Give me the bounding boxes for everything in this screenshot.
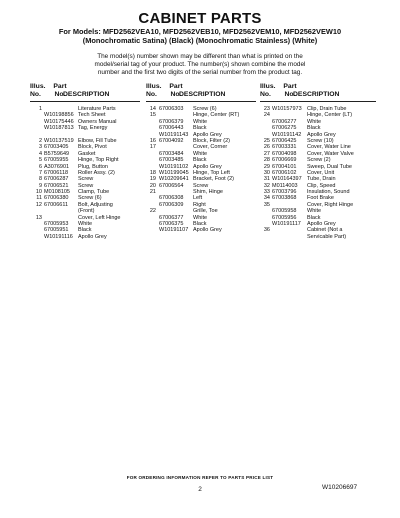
- part-number: 67006308: [159, 195, 184, 202]
- part-description: Black: [193, 125, 207, 132]
- part-description: White: [78, 221, 93, 228]
- part-number: A3076901: [44, 163, 70, 170]
- part-number: 67004098: [272, 150, 297, 157]
- part-description: Owners Manual: [78, 118, 117, 125]
- illus-number: 1: [38, 106, 42, 112]
- part-number: 67005951: [44, 227, 69, 234]
- part-number: W10137519: [44, 137, 74, 144]
- part-number: 67006118: [44, 169, 69, 176]
- page-number: 2: [198, 486, 202, 493]
- part-description: White: [307, 118, 322, 125]
- part-number: W10191142: [272, 131, 302, 138]
- part-number: 67006379: [159, 118, 184, 125]
- parts-column-2: [146, 83, 256, 234]
- part-description: Apollo Grey: [78, 233, 107, 240]
- part-description: Literature Parts: [78, 106, 116, 112]
- part-description: Block, Filter (2): [193, 137, 230, 144]
- header-description: DESCRIPTION: [179, 91, 226, 98]
- illus-number: 12: [35, 201, 42, 208]
- part-description: Hinge, Top Left: [193, 169, 230, 176]
- illus-number: 19: [149, 176, 156, 183]
- part-description: Screw: [78, 182, 94, 189]
- part-description: Screw: [78, 176, 94, 183]
- parts-rows: [30, 106, 140, 240]
- part-number: W10191143: [159, 131, 189, 138]
- part-number: W10187813: [44, 125, 74, 132]
- illus-number: 22: [149, 208, 156, 215]
- part-description: Right: [193, 201, 206, 208]
- illus-number: 27: [263, 150, 270, 157]
- illus-number: 24: [263, 112, 270, 119]
- illus-number: 33: [263, 189, 270, 196]
- parts-rows: [146, 106, 256, 234]
- part-description: Cabinet (Not a: [307, 227, 343, 234]
- part-description: Clamp, Tube: [78, 189, 110, 196]
- illus-number: 6: [38, 163, 42, 170]
- part-number: W10164397: [272, 176, 302, 183]
- illus-number: 35: [263, 201, 270, 208]
- header-description: DESCRIPTION: [63, 91, 110, 98]
- illus-number: 16: [149, 137, 156, 144]
- part-number: 67006425: [272, 137, 297, 144]
- parts-column-1: [30, 83, 140, 240]
- note-line-2: model/serial tag of your product. The number(s) shown combine the model: [94, 61, 306, 68]
- part-description: Screw (6): [193, 106, 217, 112]
- illus-number: 30: [263, 169, 270, 176]
- part-description: Bolt, Adjusting: [78, 201, 113, 208]
- part-number: 67003868: [272, 195, 297, 202]
- part-description: Screw (2): [307, 157, 331, 164]
- part-number: 67006521: [44, 182, 69, 189]
- part-number: W10191117: [272, 221, 301, 228]
- part-description: Tech Sheet: [78, 112, 106, 119]
- header-part: Part: [53, 83, 67, 90]
- part-description: Cover, Corner: [193, 144, 228, 151]
- parts-table: [30, 83, 374, 253]
- part-number: 67006309: [159, 201, 184, 208]
- header-part: Part: [283, 83, 297, 90]
- part-number: 67006564: [159, 182, 184, 189]
- part-number: 67005956: [272, 214, 297, 221]
- illus-number: 25: [263, 137, 270, 144]
- illus-number: 32: [263, 182, 270, 189]
- part-description: Apollo Grey: [193, 131, 222, 138]
- part-description: Screw (10): [307, 137, 334, 144]
- part-description: Tube, Drain: [307, 176, 336, 183]
- part-description: Foot Brake: [307, 195, 334, 202]
- part-description: Apollo Grey: [193, 227, 222, 234]
- illus-number: 31: [263, 176, 270, 183]
- part-number: M0114003: [272, 182, 298, 189]
- part-number: W10191102: [159, 163, 189, 170]
- part-description: Hinge, Top Right: [78, 157, 119, 164]
- part-number: 67004101: [272, 163, 297, 170]
- part-description: Black: [193, 157, 207, 164]
- part-description: Black: [193, 221, 207, 228]
- illus-number: 17: [149, 144, 156, 151]
- illus-number: 9: [38, 182, 42, 189]
- part-description: Clip, Drain Tube: [307, 106, 347, 112]
- illus-number: 4: [38, 150, 42, 157]
- illus-number: 20: [149, 182, 156, 189]
- part-description: Cover, Water Line: [307, 144, 351, 151]
- part-number: W10157973: [272, 106, 302, 112]
- part-number: W10191107: [159, 227, 189, 234]
- part-number: W10198856: [44, 112, 74, 119]
- part-description: White: [307, 208, 322, 215]
- part-description: Hinge, Center (RT): [193, 112, 240, 119]
- model-note: [80, 53, 320, 77]
- part-description: Screw: [193, 182, 209, 189]
- part-description: Cover, Left Hinge: [78, 214, 121, 221]
- models-heading: [0, 27, 400, 45]
- part-description: Apollo Grey: [193, 163, 222, 170]
- models-line-2: (Monochromatic Satina) (Black) (Monochromatic Stainless) (White): [82, 36, 318, 45]
- header-description: DESCRIPTION: [293, 91, 340, 98]
- part-description: Apollo Grey: [307, 221, 336, 228]
- part-description: Cover, Water Valve: [307, 150, 354, 157]
- part-number: M0108105: [44, 189, 70, 196]
- part-description: White: [193, 118, 208, 125]
- header-part-no: No.: [284, 91, 296, 98]
- illus-number: 13: [35, 214, 42, 221]
- part-description: Apollo Grey: [307, 131, 336, 138]
- part-description: Block, Pivot: [78, 144, 107, 151]
- parts-column-3: [260, 83, 376, 240]
- part-number: 67006377: [159, 214, 184, 221]
- part-description: White: [193, 150, 208, 157]
- illus-number: 15: [149, 112, 156, 119]
- part-description: Gasket: [78, 150, 96, 157]
- part-number: B5759649: [44, 150, 70, 157]
- column-header: [30, 83, 140, 100]
- illus-number: 26: [263, 144, 270, 151]
- illus-number: 10: [35, 189, 42, 196]
- part-number: W10199045: [159, 169, 189, 176]
- illus-number: 7: [38, 169, 42, 176]
- illus-number: 5: [38, 157, 42, 164]
- part-description: White: [193, 214, 208, 221]
- header-illus: Illus.: [30, 83, 46, 90]
- part-description: Sweep, Dual Tube: [307, 163, 352, 170]
- part-description: Tag, Energy: [78, 125, 108, 132]
- header-illus-no: No.: [260, 91, 271, 98]
- part-description: Screw (6): [78, 195, 102, 202]
- part-number: 67006287: [44, 176, 69, 183]
- part-description: Servicable Part): [307, 233, 347, 240]
- part-description: Black: [307, 125, 321, 132]
- page-title: CABINET PARTS: [138, 10, 262, 27]
- illus-number: 29: [263, 163, 270, 170]
- part-description: Grille, Toe: [193, 208, 218, 215]
- part-number: W10191116: [44, 233, 73, 240]
- part-number: 67006443: [159, 125, 184, 132]
- header-divider: [260, 101, 376, 102]
- part-description: Black: [78, 227, 92, 234]
- part-number: 67005953: [44, 221, 69, 228]
- part-description: Clip, Speed: [307, 182, 336, 189]
- header-part-no: No.: [54, 91, 66, 98]
- part-description: Elbow, Fill Tube: [78, 137, 117, 144]
- illus-number: 36: [263, 227, 270, 234]
- part-description: Plug, Button: [78, 163, 108, 170]
- illus-number: 23: [263, 106, 270, 112]
- header-divider: [30, 101, 140, 102]
- part-number: 67003484: [159, 150, 184, 157]
- part-number: W10175446: [44, 118, 74, 125]
- header-illus: Illus.: [260, 83, 276, 90]
- illus-number: 28: [263, 157, 270, 164]
- part-description: Cover, Unit: [307, 169, 335, 176]
- part-number: 67005958: [272, 208, 297, 215]
- illus-number: 18: [149, 169, 156, 176]
- parts-row: [30, 234, 140, 240]
- part-description: Left: [193, 195, 203, 202]
- part-number: 67003405: [44, 144, 69, 151]
- header-illus-no: No.: [30, 91, 41, 98]
- illus-number: 14: [149, 106, 156, 112]
- header-illus: Illus.: [146, 83, 162, 90]
- illus-number: 2: [38, 137, 42, 144]
- illus-number: 3: [38, 144, 42, 151]
- illus-number: 34: [263, 195, 270, 202]
- part-description: Shim, Hinge: [193, 189, 223, 196]
- parts-row: [146, 227, 256, 233]
- illus-number: 8: [38, 176, 42, 183]
- header-part-no: No.: [170, 91, 182, 98]
- column-header: [260, 83, 376, 100]
- part-number: 67003331: [272, 144, 297, 151]
- part-number: 67006102: [272, 169, 297, 176]
- part-description: Bracket, Foot (2): [193, 176, 234, 183]
- illus-number: 11: [36, 195, 42, 202]
- part-number: 67003796: [272, 189, 297, 196]
- part-number: W10209641: [159, 176, 189, 183]
- part-description: Insulation, Sound: [307, 189, 350, 196]
- parts-rows: [260, 106, 376, 240]
- part-number: 67006275: [272, 125, 297, 132]
- part-number: 67006277: [272, 118, 297, 125]
- parts-row: [260, 234, 376, 240]
- part-number: 67006669: [272, 157, 297, 164]
- part-number: 67006611: [44, 201, 69, 208]
- header-divider: [146, 101, 256, 102]
- illus-number: 21: [149, 189, 156, 196]
- note-line-3: number and the first two digits of the serial number from the product tag.: [97, 69, 303, 76]
- document-number: W10206697: [322, 484, 358, 491]
- part-description: Hinge, Center (LT): [307, 112, 353, 119]
- column-header: [146, 83, 256, 100]
- part-number: 67006375: [159, 221, 184, 228]
- part-description: Cover, Right Hinge: [307, 201, 354, 208]
- part-description: Roller Assy. (2): [78, 169, 115, 176]
- part-description: Black: [307, 214, 321, 221]
- part-number: 67005955: [44, 157, 69, 164]
- part-number: 67003485: [159, 157, 184, 164]
- part-number: 67004092: [159, 137, 184, 144]
- note-line-1: The model(s) number shown may be different than what is printed on the: [97, 53, 303, 60]
- header-part: Part: [169, 83, 183, 90]
- ordering-note: FOR ORDERING INFORMATION REFER TO PARTS PRICE LIST: [126, 475, 274, 480]
- part-number: 67006303: [159, 106, 184, 112]
- header-illus-no: No.: [146, 91, 157, 98]
- part-description: (Front): [78, 208, 95, 215]
- part-number: 67006380: [44, 195, 69, 202]
- models-line-1: For Models: MFD2562VEA10, MFD2562VEB10, MFD2562VEM10, MFD2562VEW10: [58, 27, 342, 36]
